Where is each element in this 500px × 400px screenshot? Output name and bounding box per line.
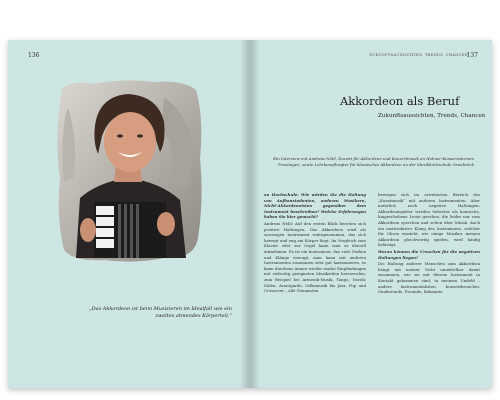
article-subtitle: Zukunftsaussichten, Trends, Chancen	[378, 113, 486, 119]
accordion-player-image	[54, 78, 204, 264]
interview-question: an Hochschule: Wie würden Sie die Haltung von Aufbaustudenten, anderen Musikern, Nicht-Akkordeonisten gegenüber dem Instrument beschreiben? Welche Erfahrungen haben Sie hier gemacht?	[264, 192, 366, 220]
right-page	[250, 40, 492, 388]
portrait-photo	[54, 78, 204, 264]
text-column-left	[264, 192, 366, 295]
interview-answer: Andreas Nebl: Auf den ersten Blick bereiten sich positive Haltungen. Das Akkordeon wird als sozusagen Instrument wahrgenommen, das sich bewegt und eng am Körper liegt. Im Vergleich zum Klavier oder zur Orgel kann man es überall mitnehmen. Es ist ein Instrument, das viele Farben und Klänge erzeugt, man kann mit anderen Instrumenten zusammen sehr gut harmonieren, es kann durchaus immer wieder starke Empfindungen mit vielseitig geeigneten Musikstilen hervorrufen, zum Beispiel bei Armenik-Musik, Tango, Nordic Stilen, Avantgarde, Volksmusik bis Jazz, Pop und Crossover – alle Genannten	[264, 220, 366, 294]
article-intro: Ein Interview mit Andreas Nebl, Dozent für Akkordeon und Konzertmusik an Hohner-Konservatorium Trossingen, sowie Lehrbeauftragter für klassisches Akkordeon an der Musikhochschule Osnabrück	[273, 156, 474, 167]
left-page	[8, 40, 250, 388]
article-title: Akkordeon als Beruf	[340, 94, 460, 108]
interview-answer: Die Haltung anderer Menschen zum Akkordeon hängt mit meiner Sicht unmittelbar damit zusammen, wie sie mit diesem Instrument in Kontakt gekommen sind, in meinem Umfeld – andere Instrumentalisten, Konzertbesucher, Studierende, Freunde, Bekannte	[378, 261, 480, 295]
text-column-right	[378, 192, 480, 296]
page-number-right: 137	[466, 52, 478, 59]
running-head: ZUKUNFTSAUSSICHTEN, TRENDS, CHANCEN	[369, 53, 468, 57]
interview-answer: bewegen sich im erweiterten Bereich des „Kunstmusik“ mit anderen Instrumenten. Aber natürlich auch negative Haltungen: Akkordeonspieler werden teilweise als komische, hingeschobene Leute gesehen, die leider nur vom Akkordeon sprechen und selten über Musik. Auch ein unattraktiver Klang des Instruments, welcher für Ohren einsieht, wie einige Musiker meinen Akkordeon gleichwertig spielen, wird häufig belästigt.	[378, 192, 480, 248]
pull-quote: „Das Akkordeon ist beim Musizieren im Idealfall wie ein zweites atmendes Körperteil.“	[89, 306, 232, 319]
open-book	[8, 40, 492, 388]
interview-question: Woran können die Ursachen für die negativen Haltungen liegen?	[378, 248, 480, 260]
page-number-left: 136	[28, 52, 40, 59]
